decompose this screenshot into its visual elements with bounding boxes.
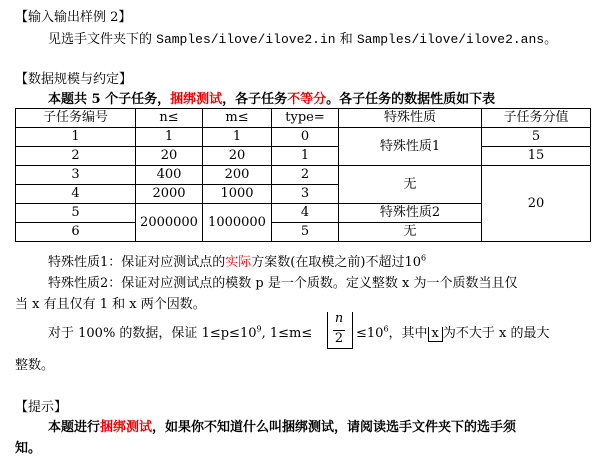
floor-x: x — [428, 327, 443, 342]
intro-part-b: ，各子任务 — [222, 92, 288, 107]
constraint-part-a: 对于 100% 的数据，保证 1≤p≤10 — [48, 326, 257, 341]
cell-id: 1 — [16, 128, 136, 147]
cell-id: 3 — [16, 166, 136, 185]
cell-n: 2000000 — [136, 204, 203, 242]
sample-files-line — [48, 28, 557, 47]
cell-n: 1 — [136, 128, 203, 147]
sample-line-and: 和 — [335, 32, 357, 47]
header-n: n≤ — [136, 109, 203, 128]
table-row — [16, 147, 591, 166]
intro-part-c: 。各子任务的数据性质如下表 — [326, 92, 496, 107]
cell-special-none: 无 — [339, 166, 482, 204]
cell-n: 400 — [136, 166, 203, 185]
fraction-numerator: n — [334, 311, 344, 326]
constraint-exp-6: 6 — [383, 324, 389, 334]
cell-type: 4 — [272, 204, 339, 223]
constraint-part-e: 为不大于 x 的最大 — [442, 326, 550, 341]
note1-exponent: 6 — [420, 253, 427, 263]
table-row — [16, 166, 591, 185]
subtasks-intro — [48, 88, 495, 107]
constraint-exp-9: 9 — [256, 324, 262, 334]
hint-line1 — [48, 416, 516, 435]
cell-id: 6 — [16, 223, 136, 242]
constraint-line — [48, 322, 312, 341]
cell-type: 0 — [272, 128, 339, 147]
note1-part-b: 方案数(在取模之前)不超过10 — [251, 255, 421, 270]
section-title-constraints: 【数据规模与约定】 — [15, 72, 133, 87]
cell-m: 1000000 — [203, 204, 272, 242]
intro-part-a: 本题共 5 个子任务， — [48, 92, 171, 107]
intro-bundled-tests: 捆绑测试 — [170, 92, 223, 107]
hint-line2: 知。 — [15, 441, 42, 456]
sample-answer-path: Samples/ilove/ilove2.ans — [356, 32, 545, 47]
constraint-part-d: ，其中 — [388, 326, 428, 341]
special-property-2-note-line2: 当 x 有且仅有 1 和 x 两个因数。 — [15, 297, 206, 312]
header-score: 子任务分值 — [482, 109, 591, 128]
cell-score: 20 — [482, 166, 591, 242]
cell-m: 1000 — [203, 185, 272, 204]
section-title-sample2: 【输入输出样例 2】 — [15, 10, 132, 25]
table-header-row — [16, 109, 591, 128]
constraint-line-rest — [356, 322, 550, 342]
intro-unequal: 不等分 — [287, 92, 327, 107]
sample-input-path: Samples/ilove/ilove2.in — [156, 32, 336, 47]
note1-part-a: 特殊性质1：保证对应测试点的 — [48, 255, 226, 270]
header-m: m≤ — [203, 109, 272, 128]
cell-type: 5 — [272, 223, 339, 242]
sample-line-suffix: 。 — [544, 32, 558, 47]
note1-actual: 实际 — [225, 255, 252, 270]
hint-part-b: ，如果你不知道什么叫捆绑测试，请阅读选手文件夹下的选手须 — [152, 420, 517, 435]
cell-type: 2 — [272, 166, 339, 185]
cell-score: 15 — [482, 147, 591, 166]
sample-line-prefix: 见选手文件夹下的 — [48, 32, 157, 47]
special-property-1-note — [48, 251, 426, 270]
cell-special-property-1: 特殊性质1 — [339, 128, 482, 166]
cell-special-property-2: 特殊性质2 — [339, 204, 482, 223]
constraint-line-end: 整数。 — [15, 358, 55, 373]
header-type: type= — [272, 109, 339, 128]
subtask-table — [15, 108, 591, 242]
cell-n: 2000 — [136, 185, 203, 204]
constraint-part-b: , 1≤m≤ — [261, 326, 313, 341]
hint-bundled-tests: 捆绑测试 — [100, 420, 153, 435]
cell-n: 20 — [136, 147, 203, 166]
cell-score: 5 — [482, 128, 591, 147]
cell-id: 2 — [16, 147, 136, 166]
header-subtask-id: 子任务编号 — [16, 109, 136, 128]
table-row — [16, 128, 591, 147]
hint-part-a: 本题进行 — [48, 420, 101, 435]
cell-id: 5 — [16, 204, 136, 223]
cell-m: 20 — [203, 147, 272, 166]
cell-id: 4 — [16, 185, 136, 204]
special-property-2-note-line1: 特殊性质2：保证对应测试点的模数 p 是一个质数。定义整数 x 为一个质数当且仅 — [48, 276, 518, 291]
cell-special-none: 无 — [339, 223, 482, 242]
header-special: 特殊性质 — [339, 109, 482, 128]
cell-type: 1 — [272, 147, 339, 166]
section-title-hint: 【提示】 — [15, 400, 68, 415]
fraction-denominator: 2 — [334, 331, 344, 346]
cell-m: 200 — [203, 166, 272, 185]
cell-m: 1 — [203, 128, 272, 147]
cell-type: 3 — [272, 185, 339, 204]
constraint-part-c: ≤10 — [356, 326, 384, 341]
